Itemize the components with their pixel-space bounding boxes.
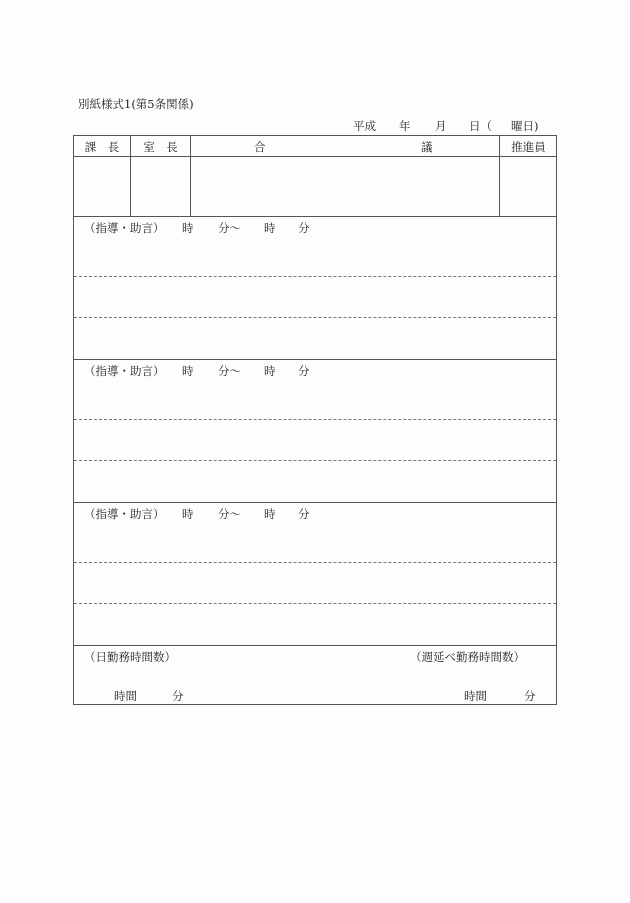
header-office-chief: 室 長 <box>143 140 178 154</box>
date-era: 平成 <box>353 119 376 133</box>
signature-box-section-chief[interactable] <box>74 157 130 216</box>
daily-hours-field[interactable] <box>82 684 112 702</box>
date-year: 年 <box>399 119 411 133</box>
date-line <box>353 118 539 134</box>
minute-end-label: 分 <box>298 221 310 235</box>
guidance-section-header <box>84 363 310 379</box>
hour-start-label: 時 <box>182 364 194 378</box>
dashed-rule <box>74 603 556 604</box>
dashed-rule <box>74 460 556 461</box>
minute-start-label: 分〜 <box>218 364 241 378</box>
weekly-minutes-unit: 分 <box>524 689 536 703</box>
hour-end-label: 時 <box>264 221 276 235</box>
weekly-minutes-field[interactable] <box>492 684 522 702</box>
minute-start-label: 分〜 <box>218 507 241 521</box>
minute-end-label: 分 <box>298 364 310 378</box>
signature-box-consultation[interactable] <box>191 157 499 216</box>
daily-hours-unit: 時間 <box>114 689 137 703</box>
hour-end-label: 時 <box>264 507 276 521</box>
header-consultation-right: 議 <box>421 140 433 154</box>
minute-start-label: 分〜 <box>218 221 241 235</box>
minute-end-label: 分 <box>298 507 310 521</box>
header-consultation-left: 合 <box>254 140 266 154</box>
weekly-hours-unit: 時間 <box>464 689 487 703</box>
header-promoter: 推進員 <box>511 140 546 154</box>
daily-minutes-field[interactable] <box>140 684 170 702</box>
divider <box>74 216 556 217</box>
guidance-record-table <box>73 135 557 705</box>
daily-hours-label: （日勤務時間数） <box>84 650 176 664</box>
dashed-rule <box>74 317 556 318</box>
date-month: 月 <box>435 119 447 133</box>
date-weekday: 曜日) <box>511 119 539 133</box>
hour-start-label: 時 <box>182 221 194 235</box>
guidance-section-header <box>84 220 310 236</box>
daily-minutes-unit: 分 <box>172 689 184 703</box>
divider <box>74 502 556 503</box>
guidance-entry-area[interactable] <box>74 522 556 644</box>
weekly-hours-label: （週延べ勤務時間数） <box>410 650 525 664</box>
divider <box>74 645 556 646</box>
hour-end-label: 時 <box>264 364 276 378</box>
guidance-section-header <box>84 506 310 522</box>
date-day: 日（ <box>469 119 492 133</box>
guidance-label: （指導・助言） <box>84 364 165 378</box>
divider <box>74 359 556 360</box>
signature-box-office-chief[interactable] <box>131 157 190 216</box>
weekly-hours-field[interactable] <box>432 684 462 702</box>
hour-start-label: 時 <box>182 507 194 521</box>
guidance-label: （指導・助言） <box>84 507 165 521</box>
dashed-rule <box>74 562 556 563</box>
dashed-rule <box>74 419 556 420</box>
guidance-entry-area[interactable] <box>74 236 556 358</box>
form-title: 別紙様式1(第5条関係) <box>78 97 194 111</box>
signature-box-promoter[interactable] <box>500 157 557 216</box>
guidance-label: （指導・助言） <box>84 221 165 235</box>
dashed-rule <box>74 276 556 277</box>
header-section-chief: 課 長 <box>84 140 120 154</box>
guidance-entry-area[interactable] <box>74 379 556 501</box>
